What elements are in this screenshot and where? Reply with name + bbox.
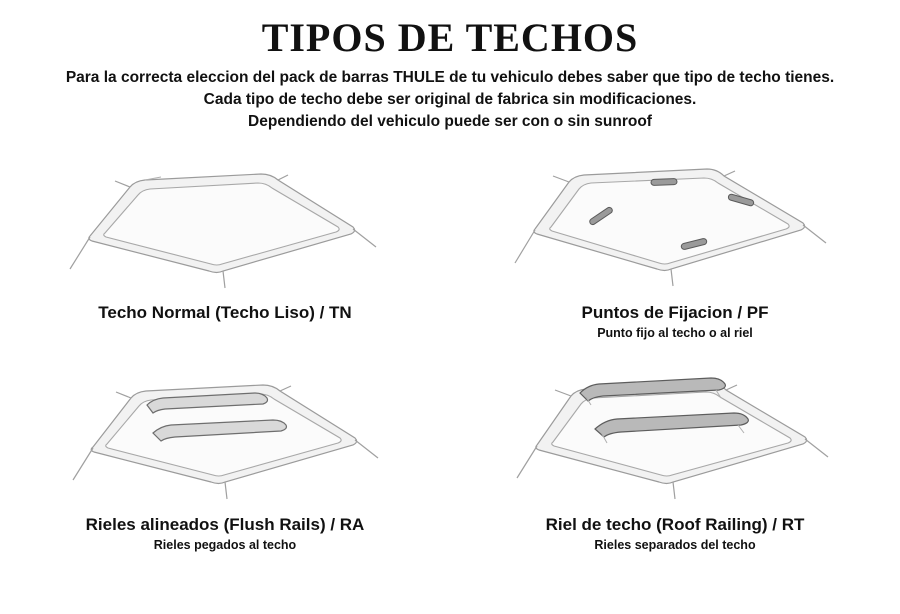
intro-line-1: Para la correcta eleccion del pack de barras THULE de tu vehiculo debes saber que tipo de techo tienes. — [65, 69, 835, 86]
car-roof-fixpoints-icon — [485, 151, 865, 301]
roof-type-puntos-de-fijacion — [450, 151, 900, 363]
caption-riel-de-techo: Riel de techo (Roof Railing) / RT — [545, 515, 805, 534]
caption-rieles-alineados: Rieles alineados (Flush Rails) / RA — [85, 515, 365, 534]
intro-line-3: Dependiendo del vehiculo puede ser con o sin sunroof — [248, 113, 652, 130]
roof-types-grid — [0, 151, 900, 575]
car-roof-flush-rails-icon — [35, 363, 415, 513]
subcaption-riel-de-techo: Rieles separados del techo — [594, 538, 756, 552]
roof-type-techo-normal — [0, 151, 450, 363]
caption-puntos-de-fijacion: Puntos de Fijacion / PF — [581, 303, 769, 322]
diagram-page — [0, 14, 900, 614]
page-title: TIPOS DE TECHOS — [261, 15, 639, 60]
car-roof-raised-railing-icon — [485, 363, 865, 513]
roof-type-riel-de-techo — [450, 363, 900, 575]
subcaption-rieles-alineados: Rieles pegados al techo — [153, 538, 297, 552]
subcaption-puntos-de-fijacion: Punto fijo al techo o al riel — [597, 326, 753, 340]
car-roof-plain-icon — [35, 151, 415, 301]
intro-text — [0, 67, 900, 133]
caption-techo-normal: Techo Normal (Techo Liso) / TN — [98, 303, 352, 322]
roof-type-rieles-alineados — [0, 363, 450, 575]
intro-line-2: Cada tipo de techo debe ser original de fabrica sin modificaciones. — [203, 91, 697, 108]
